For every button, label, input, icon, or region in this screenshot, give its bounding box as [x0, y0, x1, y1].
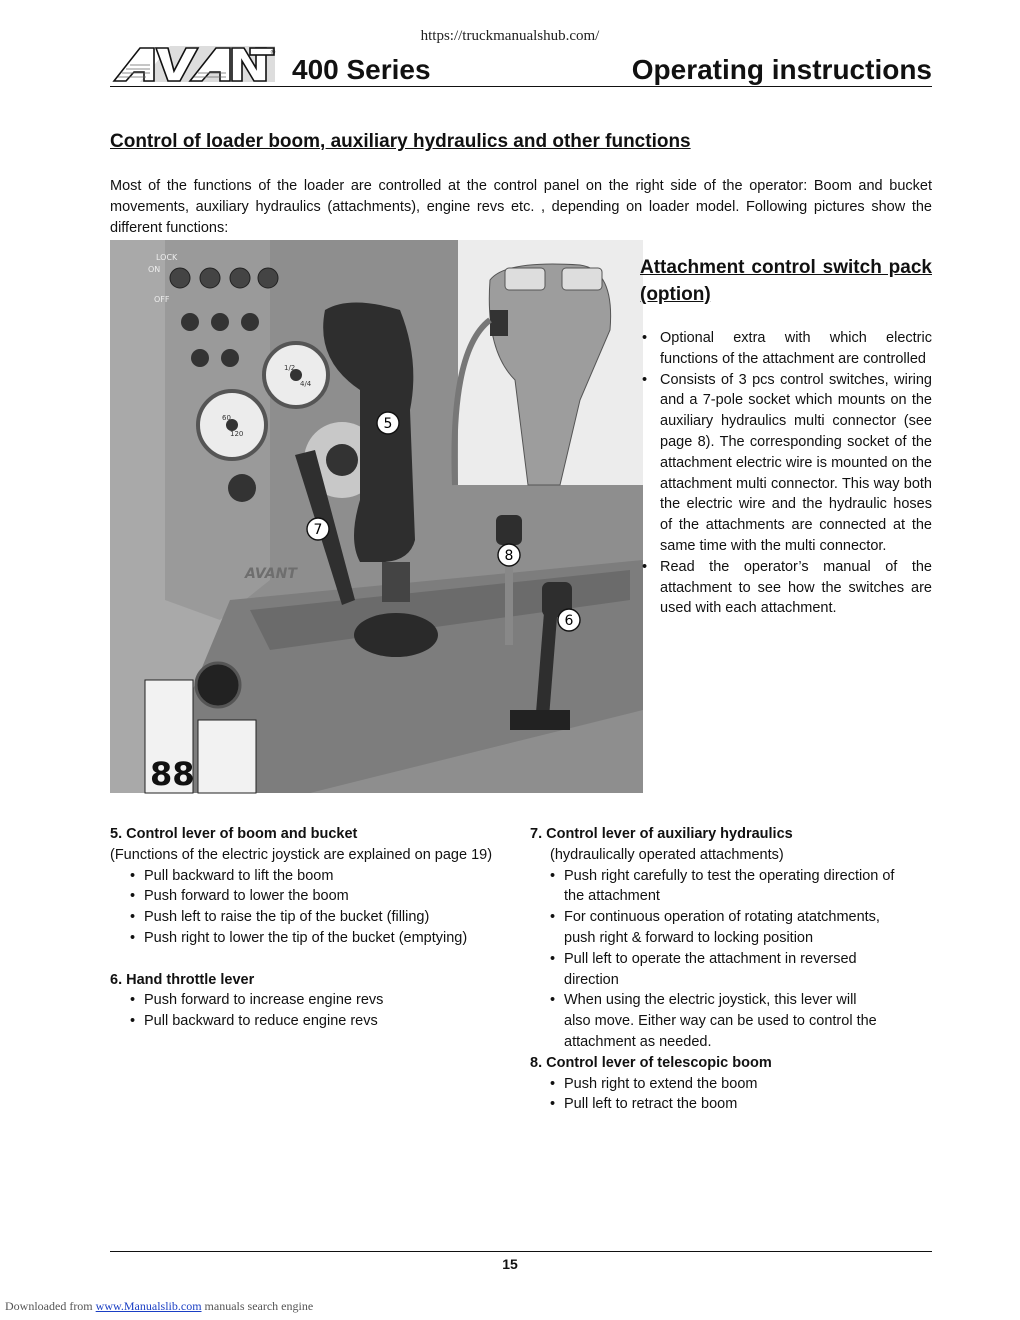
control-panel-photo: [110, 240, 643, 793]
lever-7-8-section: [530, 824, 932, 1115]
attachment-pack-title: Attachment control switch pack (option): [640, 257, 932, 305]
gauge1-label-a: 60: [222, 414, 231, 422]
lever-7-heading: 7. Control lever of auxiliary hydraulics: [530, 826, 793, 842]
attachment-pack-section: [640, 254, 932, 619]
footer-divider: [110, 1251, 932, 1252]
source-url: https://truckmanualshub.com/: [420, 28, 600, 44]
gauge1-label-b: 120: [230, 430, 244, 438]
callout-8: 8: [504, 548, 514, 564]
list-item: • Read the operator’s manual of the attachment to see how the switches are used with each attachment.: [640, 557, 932, 619]
page-number: 15: [502, 1256, 518, 1272]
list-item-cont: also move. Either way can be used to control the: [564, 1013, 877, 1030]
document-title: Operating instructions: [631, 54, 932, 85]
svg-text:®: ®: [270, 49, 276, 56]
list-item-cont: direction: [564, 971, 619, 988]
avant-logo: [110, 44, 275, 84]
list-item: • Consists of 3 pcs control switches, wiring and a 7-pole socket which mounts on the auxiliary hydraulics multi connector (see page 8). The corresponding socket of the attachment electric wire is mounted on the attachment multi connector. This way both the electric wire and the hydraulic hoses of the attachments are connected at the same time with the multi connector.: [640, 370, 932, 557]
lever-5-heading: 5. Control lever of boom and bucket: [110, 826, 358, 842]
list-item: • Push left to raise the tip of the bucket (filling): [110, 907, 520, 928]
callout-7: 7: [313, 522, 323, 538]
download-suffix: manuals search engine: [204, 1299, 314, 1313]
gauge2-label-b: 4/4: [300, 380, 312, 388]
callout-6: 6: [564, 613, 574, 629]
intro-paragraph: Most of the functions of the loader are controlled at the control panel on the right side of the operator: Boom and bucket movements, auxiliary hydraulics (attachments), engine revs etc. , depending on loader model. Following pictures show the different functions:: [110, 178, 932, 236]
lever-5-section: [110, 824, 520, 1032]
download-footer: [5, 1299, 313, 1314]
lever-7-note: (hydraulically operated attachments): [550, 846, 784, 863]
series-title: 400 Series: [292, 54, 431, 85]
sticker-digits: 88: [150, 755, 195, 793]
list-item: • Optional extra with which electric functions of the attachment are controlled: [640, 328, 932, 370]
list-item: • Pull left to operate the attachment in reversed: [530, 949, 932, 970]
list-item-cont: push right & forward to locking position: [564, 929, 814, 946]
lever-6-heading: 6. Hand throttle lever: [110, 971, 255, 988]
list-item: • For continuous operation of rotating atatchments,: [530, 907, 932, 928]
panel-brand-label: AVANT: [245, 566, 297, 582]
section-title: Control of loader boom, auxiliary hydraulics and other functions: [110, 131, 691, 152]
on-label: ON: [148, 265, 161, 274]
attachment-pack-list: [640, 328, 932, 619]
list-item: • When using the electric joystick, this lever will: [530, 990, 932, 1011]
manualslib-link[interactable]: www.Manualslib.com: [95, 1299, 202, 1313]
download-prefix: Downloaded from: [5, 1299, 93, 1313]
list-item: • Push right carefully to test the operating direction of: [530, 866, 932, 887]
list-item-cont: attachment as needed.: [564, 1033, 712, 1050]
page-header: [110, 42, 932, 87]
list-item: • Push right to extend the boom: [530, 1074, 932, 1095]
list-item: • Push right to lower the tip of the bucket (emptying): [110, 928, 520, 949]
list-item-cont: the attachment: [564, 888, 660, 905]
callout-5: 5: [383, 416, 393, 432]
list-item: • Push forward to lower the boom: [110, 886, 520, 907]
list-item: • Pull backward to reduce engine revs: [110, 1011, 520, 1032]
list-item: • Pull backward to lift the boom: [110, 866, 520, 887]
list-item: • Pull left to retract the boom: [530, 1094, 932, 1115]
gauge2-label-a: 1/2: [284, 364, 296, 372]
off-label: OFF: [154, 295, 170, 304]
lever-8-heading: 8. Control lever of telescopic boom: [530, 1054, 772, 1071]
lever-5-note: (Functions of the electric joystick are explained on page 19): [110, 846, 493, 863]
lock-label: LOCK: [156, 253, 178, 262]
list-item: • Push forward to increase engine revs: [110, 990, 520, 1011]
